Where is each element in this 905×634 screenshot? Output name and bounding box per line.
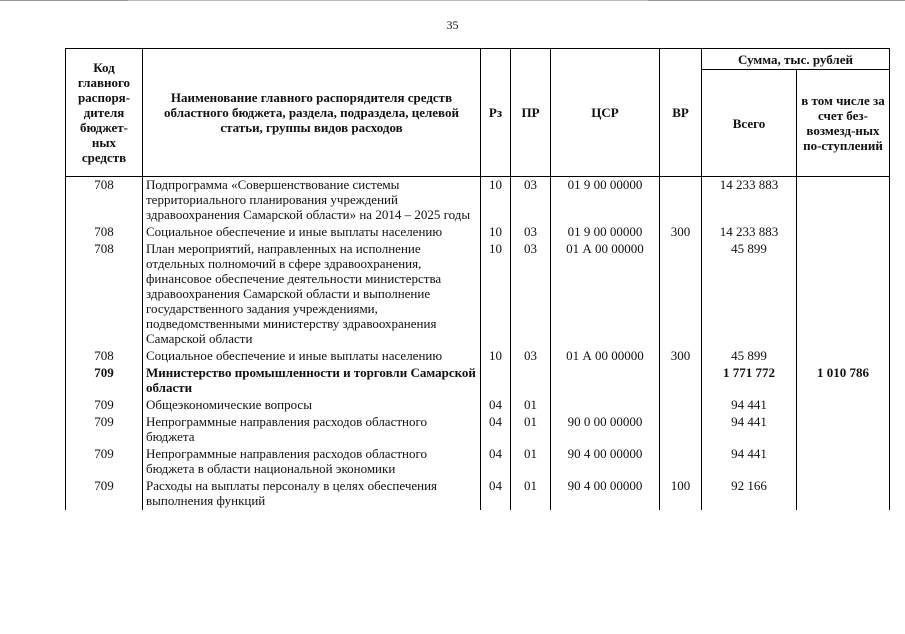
header-sum-group: Сумма, тыс. рублей [702,49,890,70]
table-row [66,224,890,241]
row-vr [660,414,702,446]
row-vr: 300 [660,348,702,365]
row-code: 709 [66,446,143,478]
row-total: 94 441 [702,414,797,446]
row-gratuitous [797,241,890,348]
header-total: Всего [702,70,797,177]
row-rz: 10 [481,177,511,225]
row-total: 94 441 [702,446,797,478]
row-name: Подпрограмма «Совершенствование системы территориального планирования учреждений здравоохранения Самарской области» на 2014 – 2025 годы [143,177,481,225]
row-name: Социальное обеспечение и иные выплаты населению [143,348,481,365]
row-pr: 01 [511,478,551,510]
scan-top-edge-inner [128,0,648,1]
row-name: Непрограммные направления расходов областного бюджета в области национальной экономики [143,446,481,478]
table-row [66,414,890,446]
row-pr: 01 [511,414,551,446]
header-csr: ЦСР [551,49,660,177]
budget-table [65,48,890,510]
row-vr [660,241,702,348]
row-csr: 01 А 00 00000 [551,241,660,348]
row-vr [660,446,702,478]
row-csr [551,365,660,397]
row-vr [660,177,702,225]
table-row [66,241,890,348]
row-vr [660,397,702,414]
row-rz: 10 [481,224,511,241]
row-code: 709 [66,414,143,446]
row-name: Социальное обеспечение и иные выплаты населению [143,224,481,241]
row-csr: 90 4 00 00000 [551,446,660,478]
header-code: Код главного распоря-дителя бюджет-ных средств [66,49,143,177]
row-pr: 03 [511,224,551,241]
row-rz: 04 [481,446,511,478]
row-gratuitous [797,397,890,414]
row-gratuitous [797,224,890,241]
row-code: 709 [66,397,143,414]
row-code: 708 [66,348,143,365]
row-vr: 300 [660,224,702,241]
header-name: Наименование главного распорядителя средств областного бюджета, раздела, подраздела, целевой статьи, группы видов расходов [143,49,481,177]
header-vr: ВР [660,49,702,177]
row-total: 92 166 [702,478,797,510]
page-number: 35 [446,18,459,32]
row-gratuitous [797,414,890,446]
row-total: 45 899 [702,241,797,348]
row-total: 14 233 883 [702,177,797,225]
row-name: Непрограммные направления расходов областного бюджета [143,414,481,446]
row-name: Министерство промышленности и торговли Самарской области [143,365,481,397]
header-gratuitous: в том числе за счет без-возмезд-ных по-ступлений [797,70,890,177]
row-csr: 01 9 00 00000 [551,224,660,241]
table-row [66,478,890,510]
table-row [66,397,890,414]
row-rz: 04 [481,478,511,510]
row-csr: 01 А 00 00000 [551,348,660,365]
table-row [66,365,890,397]
row-vr: 100 [660,478,702,510]
row-code: 708 [66,177,143,225]
row-total: 94 441 [702,397,797,414]
row-csr: 01 9 00 00000 [551,177,660,225]
row-pr: 03 [511,177,551,225]
row-pr: 03 [511,348,551,365]
row-total: 1 771 772 [702,365,797,397]
row-csr: 90 0 00 00000 [551,414,660,446]
row-pr: 03 [511,241,551,348]
row-pr: 01 [511,397,551,414]
row-csr [551,397,660,414]
row-rz [481,365,511,397]
row-vr [660,365,702,397]
row-name: План мероприятий, направленных на исполнение отдельных полномочий в сфере здравоохранения, финансовое обеспечение деятельности министерства здравоохранения Самарской области и выполнение государственного задания учреждениями, подведомственными министерству здравоохранения Самарской области [143,241,481,348]
header-pr: ПР [511,49,551,177]
row-code: 708 [66,241,143,348]
row-name: Расходы на выплаты персоналу в целях обеспечения выполнения функций [143,478,481,510]
row-gratuitous: 1 010 786 [797,365,890,397]
row-gratuitous [797,478,890,510]
header-rz: Рз [481,49,511,177]
row-pr: 01 [511,446,551,478]
row-code: 709 [66,365,143,397]
table-row [66,177,890,225]
row-rz: 04 [481,414,511,446]
row-total: 14 233 883 [702,224,797,241]
row-gratuitous [797,348,890,365]
row-name: Общеэкономические вопросы [143,397,481,414]
row-gratuitous [797,446,890,478]
row-pr [511,365,551,397]
row-code: 709 [66,478,143,510]
row-code: 708 [66,224,143,241]
row-gratuitous [797,177,890,225]
table-row [66,446,890,478]
row-rz: 04 [481,397,511,414]
table-row [66,348,890,365]
row-csr: 90 4 00 00000 [551,478,660,510]
row-total: 45 899 [702,348,797,365]
row-rz: 10 [481,241,511,348]
row-rz: 10 [481,348,511,365]
